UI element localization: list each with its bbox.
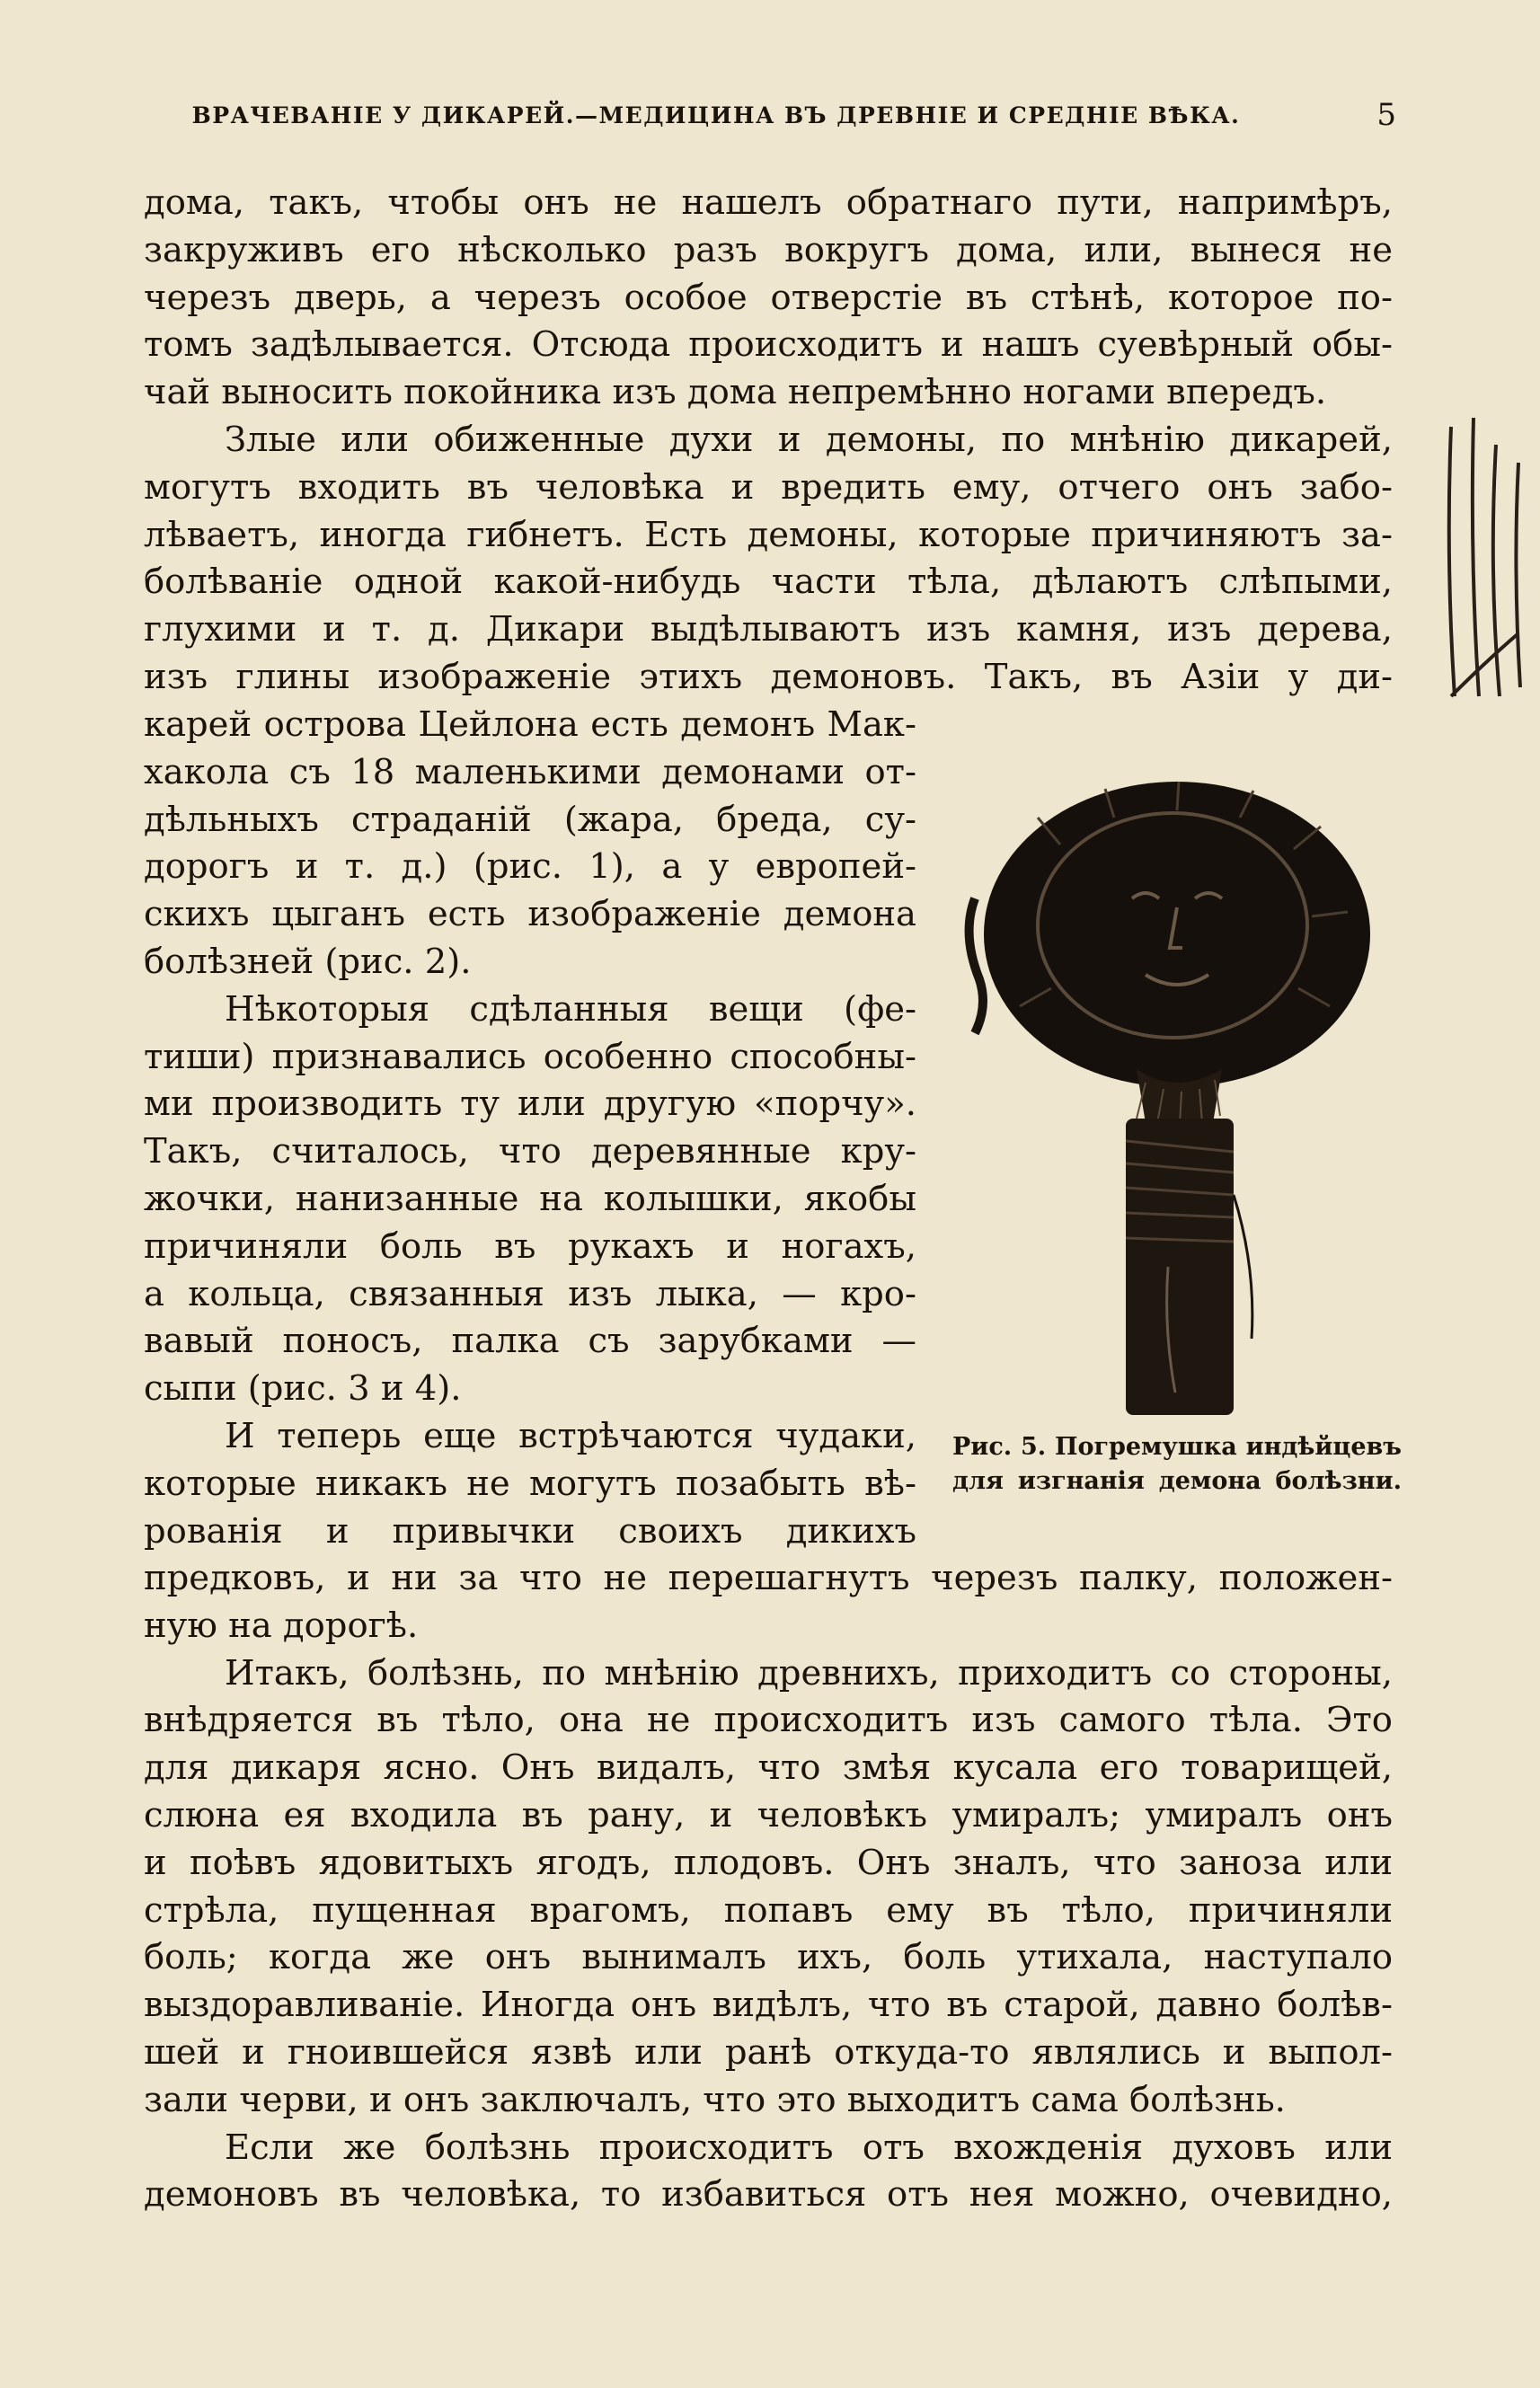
text-line: причиняли боль въ рукахъ и ногахъ, bbox=[144, 1225, 916, 1267]
text-line: предковъ, и ни за что не перешагнутъ черезъ палку, положен- bbox=[144, 1558, 1393, 1598]
text-line: тиши) признавались особенно способны- bbox=[144, 1036, 916, 1077]
text-line: а кольца, связанныя изъ лыка, — кро- bbox=[144, 1273, 916, 1314]
text-line: шей и гноившейся язвѣ или ранѣ откуда-то являлись и выпол- bbox=[144, 2031, 1393, 2073]
text-line: и поѣвъ ядовитыхъ ягодъ, плодовъ. Онъ зналъ, что заноза или bbox=[144, 1842, 1393, 1883]
caption-line: Рис. 5. Погремушка индѣйцевъ bbox=[952, 1433, 1402, 1461]
caption-line: для изгнанія демона болѣзни. bbox=[952, 1467, 1402, 1495]
running-head bbox=[144, 97, 1396, 137]
text-line: чай выносить покойника изъ дома непремѣнно ногами впередъ. bbox=[144, 372, 1327, 413]
text-line: ми производить ту или другую «порчу». bbox=[144, 1083, 916, 1125]
text-line: Если же болѣзнь происходитъ отъ вхожденія духовъ или bbox=[225, 2127, 1393, 2168]
figure-caption bbox=[952, 1430, 1402, 1499]
text-line: дома, такъ, чтобы онъ не нашелъ обратнаго пути, напримѣръ, bbox=[144, 182, 1393, 223]
margin-pencil-marks bbox=[1433, 409, 1532, 714]
text-block-bottom bbox=[144, 1555, 1393, 2219]
text-line: могутъ входить въ человѣка и вредить ему, отчего онъ забо- bbox=[144, 466, 1393, 508]
text-block-top bbox=[144, 180, 1393, 702]
text-line: вавый поносъ, палка съ зарубками — bbox=[144, 1321, 916, 1362]
text-line: черезъ дверь, а черезъ особое отверстіе въ стѣнѣ, которое по- bbox=[144, 277, 1393, 318]
text-line: для дикаря ясно. Онъ видалъ, что змѣя кусала его товарищей, bbox=[144, 1747, 1393, 1789]
text-line: внѣдряется въ тѣло, она не происходитъ изъ самого тѣла. Это bbox=[144, 1700, 1393, 1741]
text-line: зали черви, и онъ заключалъ, что это выходитъ сама болѣзнь. bbox=[144, 2079, 1286, 2120]
rattle-head bbox=[984, 782, 1370, 1087]
text-line: Нѣкоторыя сдѣланныя вещи (фе- bbox=[225, 988, 916, 1030]
text-line: дѣльныхъ страданій (жара, бреда, су- bbox=[144, 799, 916, 840]
text-line: Злые или обиженные духи и демоны, по мнѣнію дикарей, bbox=[225, 419, 1393, 460]
text-line: Итакъ, болѣзнь, по мнѣнію древнихъ, приходитъ со стороны, bbox=[225, 1652, 1393, 1694]
text-line: ную на дорогѣ. bbox=[144, 1605, 419, 1646]
text-line: дорогъ и т. д.) (рис. 1), а у европей- bbox=[144, 846, 916, 888]
text-line: хакола съ 18 маленькими демонами от- bbox=[144, 751, 916, 792]
text-line: глухими и т. д. Дикари выдѣлываютъ изъ камня, изъ дерева, bbox=[144, 609, 1393, 650]
text-block-narrow bbox=[144, 702, 916, 1555]
text-line: выздоравливаніе. Иногда онъ видѣлъ, что въ старой, давно болѣв- bbox=[144, 1985, 1393, 2026]
text-line: изъ глины изображеніе этихъ демоновъ. Такъ, въ Азіи у ди- bbox=[144, 656, 1393, 697]
text-line: боль; когда же онъ вынималъ ихъ, боль утихала, наступало bbox=[144, 1937, 1393, 1978]
text-line: сыпи (рис. 3 и 4). bbox=[144, 1368, 462, 1410]
rattle-handle bbox=[1126, 1119, 1234, 1415]
text-line: Такъ, считалось, что деревянные кру- bbox=[144, 1131, 916, 1172]
page-number: 5 bbox=[1376, 97, 1396, 133]
text-line: карей острова Цейлона есть демонъ Мак- bbox=[144, 704, 916, 745]
text-line: слюна ея входила въ рану, и человѣкъ умиралъ; умиралъ онъ bbox=[144, 1794, 1393, 1835]
text-line: лѣваетъ, иногда гибнетъ. Есть демоны, которые причиняютъ за- bbox=[144, 514, 1393, 555]
text-line: болѣваніе одной какой-нибудь части тѣла, дѣлаютъ слѣпыми, bbox=[144, 562, 1393, 603]
rattle-illustration-icon bbox=[952, 764, 1402, 1428]
text-line: стрѣла, пущенная врагомъ, попавъ ему въ тѣло, причиняли bbox=[144, 1889, 1393, 1931]
text-line: закруживъ его нѣсколько разъ вокругъ дома, или, вынеся не bbox=[144, 229, 1393, 270]
text-line: демоновъ въ человѣка, то избавиться отъ нея можно, очевидно, bbox=[144, 2174, 1393, 2216]
text-line: которые никакъ не могутъ позабыть вѣ- bbox=[144, 1463, 916, 1504]
text-line: болѣзней (рис. 2). bbox=[144, 941, 472, 982]
text-line: жочки, нанизанные на колышки, якобы bbox=[144, 1178, 916, 1219]
text-line: томъ задѣлывается. Отсюда происходитъ и нашъ суевѣрный обы- bbox=[144, 324, 1393, 366]
text-line: рованія и привычки своихъ дикихъ bbox=[144, 1510, 916, 1552]
text-line: скихъ цыганъ есть изображеніе демона bbox=[144, 894, 916, 935]
running-head-title: ВРАЧЕВАНІЕ У ДИКАРЕЙ.—МЕДИЦИНА ВЪ ДРЕВНІЕ И СРЕДНІЕ ВѢКА. bbox=[191, 102, 1241, 128]
text-line: И теперь еще встрѣчаются чудаки, bbox=[225, 1415, 916, 1456]
rattle-drawing bbox=[952, 764, 1402, 1428]
